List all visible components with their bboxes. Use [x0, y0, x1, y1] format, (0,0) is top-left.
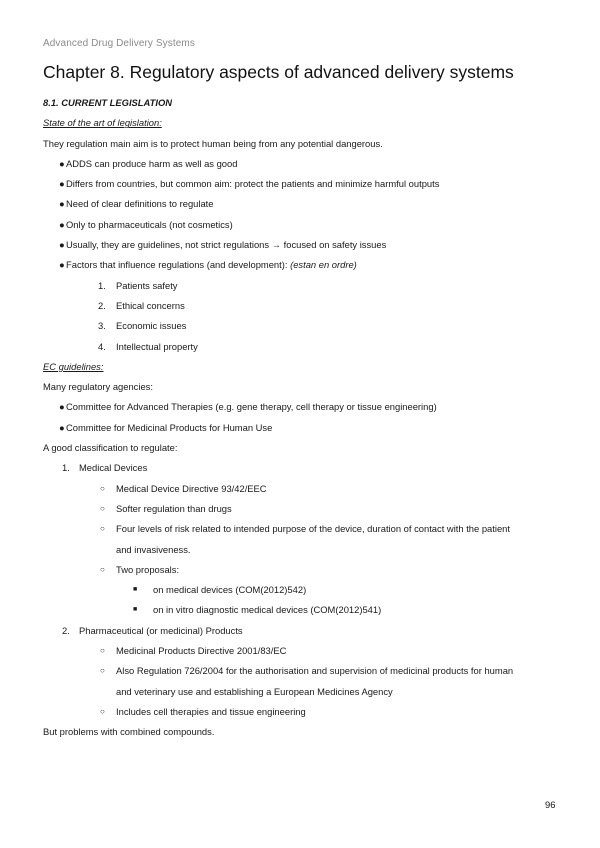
list-item — [43, 218, 563, 238]
classification-title: Pharmaceutical (or medicinal) Products — [79, 624, 243, 636]
ec-guidelines-heading: EC guidelines: — [43, 360, 104, 372]
list-item-text: Need of clear definitions to regulate — [66, 198, 214, 210]
factor-text: Intellectual property — [116, 340, 198, 352]
factor-item — [43, 299, 563, 319]
chapter-title: Chapter 8. Regulatory aspects of advanced delivery systems — [43, 62, 514, 82]
sub-list-item-text: Medicinal Products Directive 2001/83/EC — [116, 645, 287, 657]
circle-bullet-icon: ○ — [100, 646, 105, 656]
factor-number: 2. — [98, 299, 106, 311]
circle-bullet-icon: ○ — [100, 706, 105, 716]
bullet-icon: ● — [59, 239, 65, 251]
list-item-text: Committee for Advanced Therapies (e.g. gene therapy, cell therapy or tissue engineering) — [66, 401, 437, 413]
square-bullet-icon: ■ — [133, 586, 138, 594]
sub-list-item-text: Two proposals: — [116, 563, 180, 575]
sub-list-item-text: Medical Device Directive 93/42/EEC — [116, 482, 267, 494]
factor-number: 3. — [98, 320, 106, 332]
section-heading: 8.1. CURRENT LEGISLATION — [43, 97, 173, 108]
list-item — [43, 400, 563, 420]
list-item — [43, 238, 563, 258]
sub-list-item-text: Also Regulation 726/2004 for the authorisation and supervision of medicinal products for human — [116, 665, 514, 677]
list-item — [43, 197, 563, 217]
page-number: 96 — [545, 799, 556, 810]
list-item-text: Factors that influence regulations (and development): — [66, 259, 288, 271]
bullet-icon: ● — [59, 157, 65, 169]
sub-list-item — [43, 664, 563, 684]
classification-title: Medical Devices — [79, 462, 148, 474]
circle-bullet-icon: ○ — [100, 564, 105, 574]
sub-list-item — [43, 705, 563, 725]
list-item-text: Differs from countries, but common aim: protect the patients and minimize harmful outputs — [66, 178, 440, 190]
list-item-text: Usually, they are guidelines, not strict regulations → focused on safety issues — [66, 239, 387, 251]
intro-paragraph: They regulation main aim is to protect human being from any potential dangerous. — [43, 137, 383, 149]
circle-bullet-icon: ○ — [100, 524, 105, 534]
proposal-item — [43, 583, 563, 603]
classification-item — [43, 624, 563, 644]
proposal-item — [43, 603, 563, 623]
sub-list-item-text: Includes cell therapies and tissue engineering — [116, 705, 306, 717]
list-item — [43, 157, 563, 177]
list-item — [43, 177, 563, 197]
factor-number: 1. — [98, 279, 106, 291]
agencies-intro: Many regulatory agencies: — [43, 381, 153, 393]
proposal-text: on medical devices (COM(2012)542) — [153, 584, 307, 596]
classification-number: 1. — [62, 462, 70, 474]
factor-item — [43, 340, 563, 360]
bullet-icon: ● — [59, 198, 65, 210]
classification-number: 2. — [62, 624, 70, 636]
state-of-art-heading: State of the art of legislation: — [43, 117, 162, 129]
bullet-icon: ● — [59, 178, 65, 190]
sub-list-item — [43, 502, 563, 522]
sub-list-item-text: Four levels of risk related to intended purpose of the device, duration of contact with the patient — [116, 523, 510, 535]
factor-item — [43, 279, 563, 299]
circle-bullet-icon: ○ — [100, 503, 105, 513]
sub-list-item — [43, 563, 563, 583]
proposal-text: on in vitro diagnostic medical devices (COM(2012)541) — [153, 604, 382, 616]
bullet-icon: ● — [59, 401, 65, 413]
list-item-text: Only to pharmaceuticals (not cosmetics) — [66, 218, 233, 230]
sub-list-item — [43, 482, 563, 502]
sub-list-item-text: Softer regulation than drugs — [116, 502, 232, 514]
bullet-icon: ● — [59, 259, 65, 271]
circle-bullet-icon: ○ — [100, 666, 105, 676]
list-item-text: Committee for Medicinal Products for Human Use — [66, 421, 273, 433]
bullet-icon: ● — [59, 218, 65, 230]
factor-text: Economic issues — [116, 320, 187, 332]
sub-list-item — [43, 644, 563, 664]
list-item — [43, 421, 563, 441]
circle-bullet-icon: ○ — [100, 483, 105, 493]
bullet-icon: ● — [59, 421, 65, 433]
factor-item — [43, 319, 563, 339]
factor-text: Patients safety — [116, 279, 178, 291]
classification-intro: A good classification to regulate: — [43, 442, 178, 454]
running-header: Advanced Drug Delivery Systems — [43, 38, 195, 49]
factor-text: Ethical concerns — [116, 299, 185, 311]
factor-number: 4. — [98, 340, 106, 352]
page-content — [43, 96, 563, 746]
closing-paragraph: But problems with combined compounds. — [43, 726, 215, 738]
factors-note: (estan en ordre) — [290, 259, 357, 271]
sub-list-item-continuation: and invasiveness. — [116, 543, 191, 555]
list-item-text: ADDS can produce harm as well as good — [66, 157, 238, 169]
sub-list-item — [43, 522, 563, 542]
square-bullet-icon: ■ — [133, 606, 138, 614]
sub-list-item-continuation: and veterinary use and establishing a European Medicines Agency — [116, 685, 393, 697]
classification-item — [43, 461, 563, 481]
list-item — [43, 258, 563, 278]
